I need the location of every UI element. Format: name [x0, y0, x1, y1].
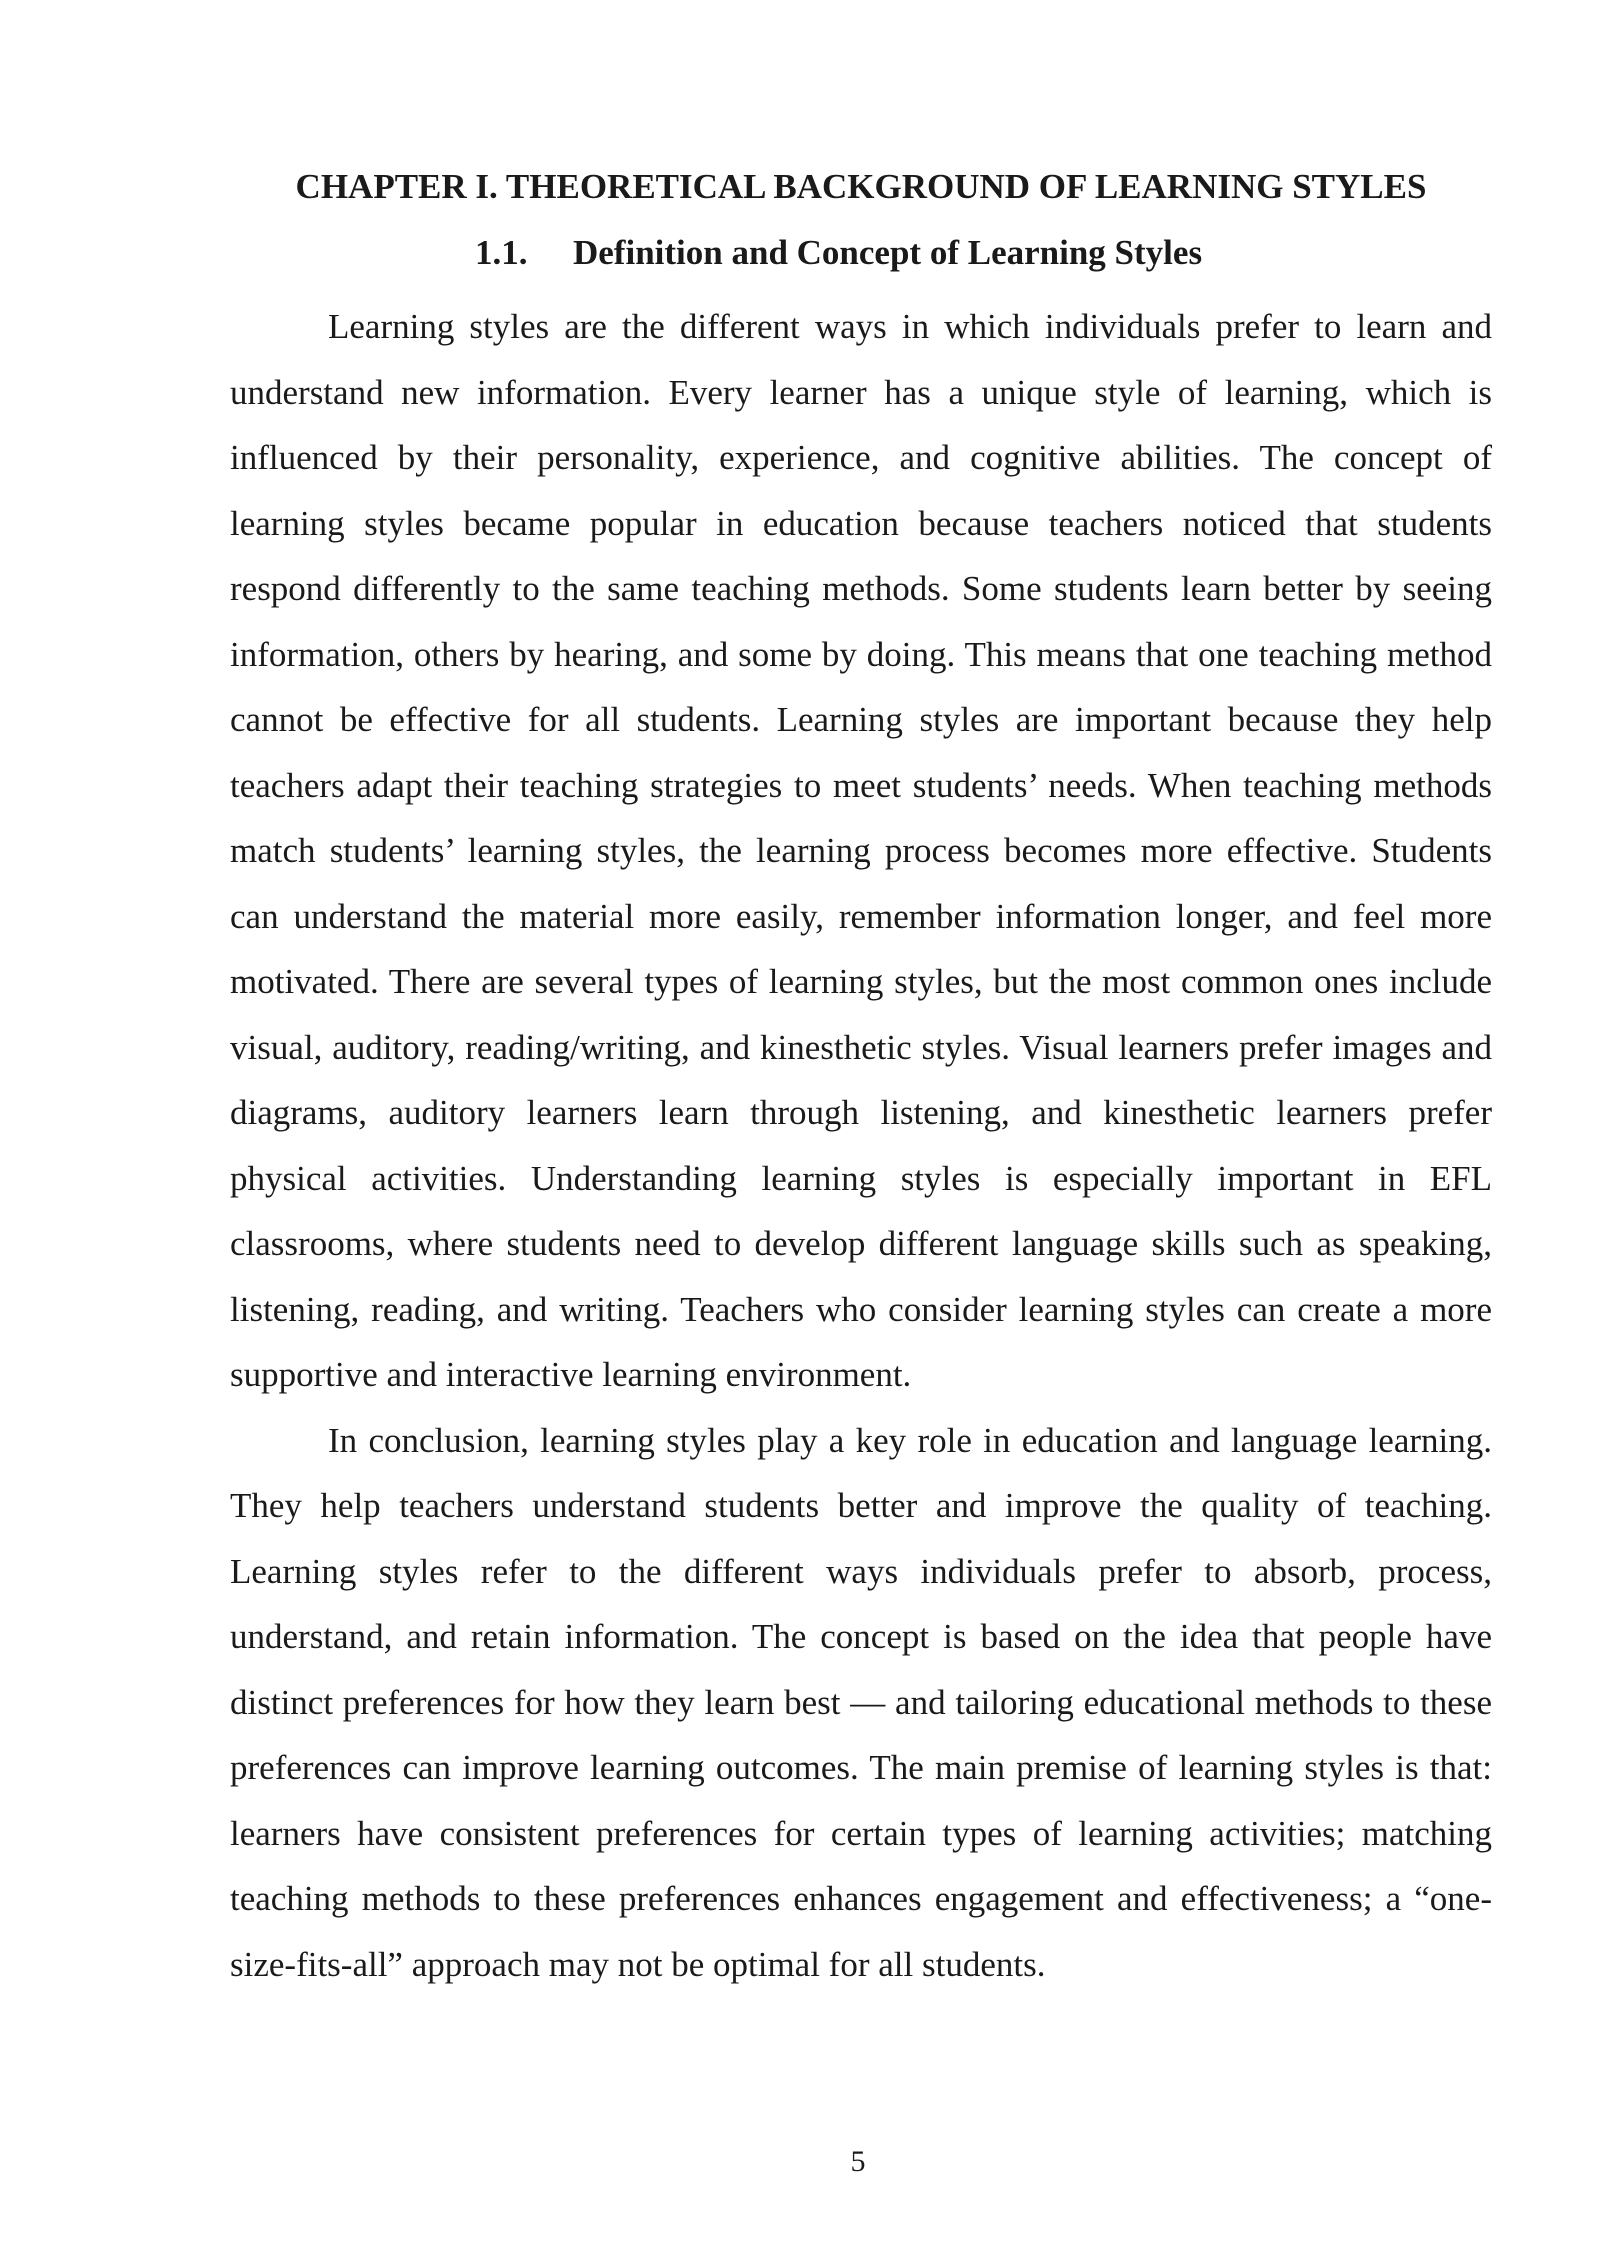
body-text — [230, 294, 1492, 1997]
section-heading — [475, 229, 1202, 277]
page-number: 5 — [850, 2145, 866, 2178]
section-number: 1.1. — [475, 233, 528, 272]
chapter-title-container — [230, 163, 1492, 211]
paragraph-definition: Learning styles are the different ways in which individuals prefer to learn and understand new information. Every learner has a unique style of learning, which is influenced by their personality, experience, and cognitive abilities. The concept of learning styles became popular in education because teachers noticed that students respond differently to the same teaching methods. Some students learn better by seeing information, others by hearing, and some by doing. This means that one teaching method cannot be effective for all students. Learning styles are important because they help teachers adapt their teaching strategies to meet students’ needs. When teaching methods match students’ learning styles, the learning process becomes more effective. Students can understand the material more easily, remember information longer, and feel more motivated. There are several types of learning styles, but the most common ones include visual, auditory, reading/writing, and kinesthetic styles. Visual learners prefer images and diagrams, auditory learners learn through listening, and kinesthetic learners prefer physical activities. Understanding learning styles is especially important in EFL classrooms, where students need to develop different language skills such as speaking, listening, reading, and writing. Teachers who consider learning styles can create a more supportive and interactive learning environment. — [230, 307, 1492, 1394]
section-title: Definition and Concept of Learning Styles — [573, 233, 1203, 272]
chapter-title: CHAPTER I. THEORETICAL BACKGROUND OF LEARNING STYLES — [295, 167, 1427, 206]
paragraph-conclusion: In conclusion, learning styles play a key role in education and language learning. They help teachers understand students better and improve the quality of teaching. Learning styles refer to the different ways individuals prefer to absorb, process, understand, and retain information. The concept is based on the idea that people have distinct preferences for how they learn best — and tailoring educational methods to these preferences can improve learning outcomes. The main premise of learning styles is that: learners have consistent preferences for certain types of learning activities; matching teaching methods to these preferences enhances engagement and effectiveness; a “one-size-fits-all” approach may not be optimal for all students. — [230, 1420, 1492, 1984]
